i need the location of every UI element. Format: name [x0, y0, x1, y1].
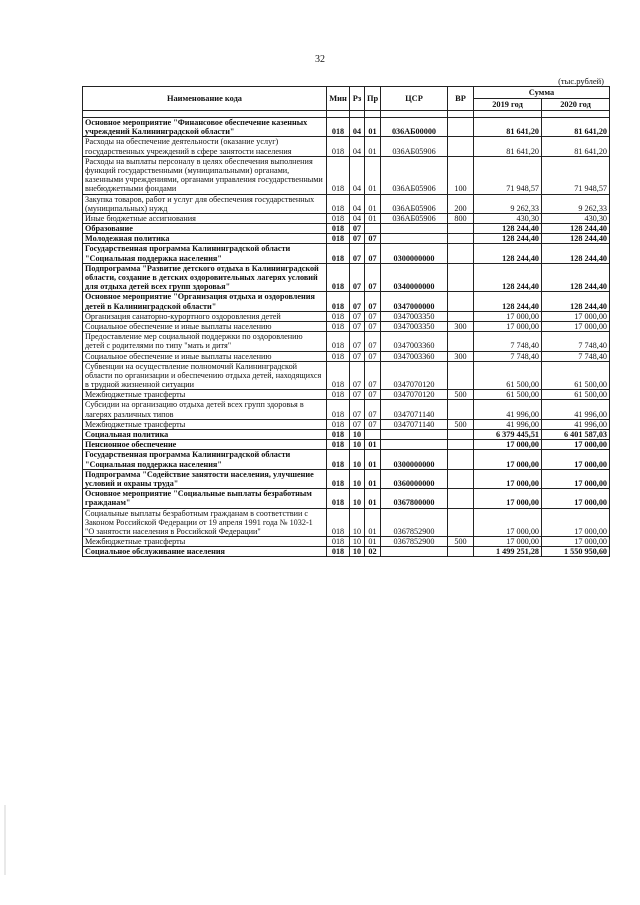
cell-name: Межбюджетные трансферты [83, 390, 327, 400]
cell-csr: 0347070120 [381, 361, 448, 390]
cell-name: Социальная политика [83, 430, 327, 440]
cell-vr [448, 234, 474, 244]
cell-y2019: 128 244,40 [474, 234, 542, 244]
cell-y2019: 9 262,33 [474, 194, 542, 213]
header-name: Наименование кода [83, 87, 327, 111]
cell-vr: 300 [448, 321, 474, 331]
cell-csr: 0340000000 [381, 263, 448, 292]
cell-vr [448, 469, 474, 488]
cell-pr [365, 430, 381, 440]
cell-rz: 07 [350, 419, 365, 429]
cell-csr [381, 430, 448, 440]
header-sum: Сумма [474, 87, 610, 99]
cell-y2020: 430,30 [542, 213, 610, 223]
cell-csr: 0360000000 [381, 469, 448, 488]
cell-y2019: 17 000,00 [474, 440, 542, 450]
cell-rz: 07 [350, 390, 365, 400]
cell-vr: 800 [448, 213, 474, 223]
table-row [83, 450, 610, 469]
cell-rz: 10 [350, 469, 365, 488]
cell-y2020: 7 748,40 [542, 351, 610, 361]
table-row [83, 332, 610, 351]
cell-y2020: 9 262,33 [542, 194, 610, 213]
cell-min: 018 [327, 224, 350, 234]
cell-pr: 02 [365, 547, 381, 557]
cell-vr: 500 [448, 537, 474, 547]
cell-csr: 0347003360 [381, 332, 448, 351]
cell-y2020: 128 244,40 [542, 224, 610, 234]
cell-y2019: 17 000,00 [474, 489, 542, 508]
cell-y2019: 17 000,00 [474, 508, 542, 537]
cell-y2020: 128 244,40 [542, 263, 610, 292]
cell-pr: 01 [365, 508, 381, 537]
cell-y2020: 7 748,40 [542, 332, 610, 351]
cell-y2019: 81 641,20 [474, 137, 542, 156]
cell-pr: 01 [365, 137, 381, 156]
cell-min: 018 [327, 156, 350, 194]
cell-rz: 04 [350, 118, 365, 137]
cell-pr: 07 [365, 419, 381, 429]
cell-y2020: 17 000,00 [542, 321, 610, 331]
cell-rz: 07 [350, 234, 365, 244]
cell-name: Подпрограмма "Развитие детского отдыха в Калининградской области, создание в детских оздоровительных лагерях условий для отдыха детей всех групп здоровья" [83, 263, 327, 292]
cell-csr: 0347070120 [381, 390, 448, 400]
cell-name: Подпрограмма "Содействие занятости населения, улучшение условий и охраны труда" [83, 469, 327, 488]
cell-min: 018 [327, 244, 350, 263]
cell-min: 018 [327, 292, 350, 311]
cell-y2020: 128 244,40 [542, 244, 610, 263]
cell-csr: 036АБ00000 [381, 118, 448, 137]
cell-csr [381, 234, 448, 244]
cell-rz: 07 [350, 263, 365, 292]
cell-vr [448, 430, 474, 440]
cell-min: 018 [327, 332, 350, 351]
cell-rz: 07 [350, 224, 365, 234]
cell-min: 018 [327, 440, 350, 450]
cell-min: 018 [327, 361, 350, 390]
cell-y2020: 17 000,00 [542, 489, 610, 508]
cell-pr: 01 [365, 489, 381, 508]
header-min: Мин [327, 87, 350, 111]
cell-vr [448, 224, 474, 234]
cell-vr: 200 [448, 194, 474, 213]
cell-pr [365, 224, 381, 234]
cell-y2020: 81 641,20 [542, 118, 610, 137]
cell-min: 018 [327, 213, 350, 223]
cell-y2019: 41 996,00 [474, 419, 542, 429]
cell-name: Образование [83, 224, 327, 234]
cell-name: Субсидии на организацию отдыха детей всех групп здоровья в лагерях различных типов [83, 400, 327, 419]
cell-vr [448, 292, 474, 311]
cell-y2019: 7 748,40 [474, 351, 542, 361]
cell-vr: 500 [448, 419, 474, 429]
cell-y2019: 6 379 445,51 [474, 430, 542, 440]
header-csr: ЦСР [381, 87, 448, 111]
cell-y2019: 81 641,20 [474, 118, 542, 137]
table-row [83, 537, 610, 547]
table-body [83, 118, 610, 557]
cell-min: 018 [327, 118, 350, 137]
cell-pr: 01 [365, 118, 381, 137]
cell-rz: 04 [350, 213, 365, 223]
cell-rz: 10 [350, 440, 365, 450]
table-row [83, 508, 610, 537]
cell-name: Социальное обеспечение и иные выплаты населению [83, 321, 327, 331]
cell-csr: 0347071140 [381, 400, 448, 419]
cell-min: 018 [327, 194, 350, 213]
cell-y2020: 17 000,00 [542, 311, 610, 321]
cell-name: Государственная программа Калининградской области "Социальная поддержка населения" [83, 244, 327, 263]
cell-name: Организация санаторно-курортного оздоровления детей [83, 311, 327, 321]
cell-rz: 10 [350, 450, 365, 469]
cell-csr: 0367852900 [381, 508, 448, 537]
table-row [83, 419, 610, 429]
cell-name: Субвенции на осуществление полномочий Калининградской области по организации и обеспечению отдыха детей, находящихся в трудной жизненной ситуации [83, 361, 327, 390]
cell-rz: 04 [350, 194, 365, 213]
cell-name: Социальные выплаты безработным гражданам в соответствии с Законом Российской Федерации от 19 апреля 1991 года № 1032-1 "О занятости населения в Российской Федерации" [83, 508, 327, 537]
cell-min: 018 [327, 390, 350, 400]
cell-pr: 01 [365, 194, 381, 213]
cell-name: Иные бюджетные ассигнования [83, 213, 327, 223]
cell-name: Социальное обеспечение и иные выплаты населению [83, 351, 327, 361]
cell-vr [448, 489, 474, 508]
cell-y2019: 128 244,40 [474, 224, 542, 234]
cell-y2019: 41 996,00 [474, 400, 542, 419]
cell-csr: 0347071140 [381, 419, 448, 429]
cell-pr: 07 [365, 234, 381, 244]
cell-name: Пенсионное обеспечение [83, 440, 327, 450]
spacer-row [83, 111, 610, 118]
cell-rz: 07 [350, 351, 365, 361]
cell-vr: 300 [448, 351, 474, 361]
cell-vr [448, 547, 474, 557]
table-row [83, 351, 610, 361]
cell-rz: 04 [350, 137, 365, 156]
table-row [83, 156, 610, 194]
table-row [83, 292, 610, 311]
cell-vr [448, 440, 474, 450]
cell-vr [448, 450, 474, 469]
cell-rz: 10 [350, 537, 365, 547]
cell-pr: 07 [365, 361, 381, 390]
table-row [83, 213, 610, 223]
cell-csr [381, 440, 448, 450]
cell-name: Расходы на обеспечение деятельности (оказание услуг) государственных учреждений в сфере занятости населения [83, 137, 327, 156]
page-number: 32 [315, 54, 325, 65]
cell-pr: 07 [365, 332, 381, 351]
header-2020: 2020 год [542, 99, 610, 111]
cell-pr: 01 [365, 213, 381, 223]
cell-name: Межбюджетные трансферты [83, 419, 327, 429]
cell-rz: 04 [350, 156, 365, 194]
table-row [83, 234, 610, 244]
table-row [83, 469, 610, 488]
cell-y2019: 128 244,40 [474, 263, 542, 292]
cell-name: Основное мероприятие "Организация отдыха и оздоровления детей в Калининградской области" [83, 292, 327, 311]
cell-rz: 07 [350, 332, 365, 351]
table-row [83, 390, 610, 400]
header-pr: Пр [365, 87, 381, 111]
cell-vr [448, 263, 474, 292]
cell-y2019: 61 500,00 [474, 390, 542, 400]
cell-name: Закупка товаров, работ и услуг для обеспечения государственных (муниципальных) нужд [83, 194, 327, 213]
cell-rz: 07 [350, 361, 365, 390]
cell-y2020: 71 948,57 [542, 156, 610, 194]
cell-y2019: 128 244,40 [474, 292, 542, 311]
cell-y2019: 17 000,00 [474, 469, 542, 488]
cell-min: 018 [327, 321, 350, 331]
cell-y2020: 17 000,00 [542, 469, 610, 488]
cell-rz: 07 [350, 311, 365, 321]
cell-vr [448, 361, 474, 390]
cell-pr: 01 [365, 450, 381, 469]
table-row [83, 224, 610, 234]
cell-csr [381, 224, 448, 234]
cell-min: 018 [327, 400, 350, 419]
cell-pr: 01 [365, 440, 381, 450]
table-row [83, 430, 610, 440]
table-row [83, 440, 610, 450]
cell-vr [448, 311, 474, 321]
cell-y2019: 17 000,00 [474, 321, 542, 331]
cell-y2020: 17 000,00 [542, 450, 610, 469]
table-row [83, 244, 610, 263]
cell-csr: 0300000000 [381, 450, 448, 469]
table-row [83, 489, 610, 508]
cell-pr: 07 [365, 244, 381, 263]
cell-min: 018 [327, 234, 350, 244]
units-label: (тыс.рублей) [558, 76, 604, 86]
cell-pr: 01 [365, 469, 381, 488]
header-vr: ВР [448, 87, 474, 111]
cell-vr [448, 332, 474, 351]
cell-csr: 036АБ05906 [381, 213, 448, 223]
cell-csr: 0367800000 [381, 489, 448, 508]
cell-pr: 01 [365, 537, 381, 547]
cell-min: 018 [327, 450, 350, 469]
cell-min: 018 [327, 419, 350, 429]
header-rz: Рз [350, 87, 365, 111]
cell-csr: 0367852900 [381, 537, 448, 547]
cell-rz: 07 [350, 321, 365, 331]
table-row [83, 194, 610, 213]
cell-name: Основное мероприятие "Финансовое обеспечение казенных учреждений Калининградской области" [83, 118, 327, 137]
cell-y2019: 71 948,57 [474, 156, 542, 194]
cell-pr: 07 [365, 263, 381, 292]
scan-edge-mark [4, 805, 6, 875]
cell-rz: 07 [350, 292, 365, 311]
cell-rz: 10 [350, 547, 365, 557]
cell-name: Основное мероприятие "Социальные выплаты безработным гражданам" [83, 489, 327, 508]
cell-min: 018 [327, 489, 350, 508]
cell-y2019: 17 000,00 [474, 450, 542, 469]
cell-pr: 07 [365, 390, 381, 400]
cell-y2020: 81 641,20 [542, 137, 610, 156]
cell-y2020: 6 401 587,03 [542, 430, 610, 440]
cell-csr: 0347003350 [381, 321, 448, 331]
cell-pr: 07 [365, 321, 381, 331]
cell-rz: 07 [350, 244, 365, 263]
cell-name: Межбюджетные трансферты [83, 537, 327, 547]
cell-y2019: 128 244,40 [474, 244, 542, 263]
cell-y2020: 17 000,00 [542, 508, 610, 537]
table-row [83, 311, 610, 321]
cell-name: Предоставление мер социальной поддержки по оздоровлению детей с родителями по типу "мать и дитя" [83, 332, 327, 351]
cell-pr: 07 [365, 351, 381, 361]
cell-y2020: 17 000,00 [542, 537, 610, 547]
cell-min: 018 [327, 351, 350, 361]
cell-csr: 036АБ05906 [381, 137, 448, 156]
cell-csr: 0347000000 [381, 292, 448, 311]
table-row [83, 547, 610, 557]
cell-y2020: 1 550 950,60 [542, 547, 610, 557]
cell-csr: 0347003360 [381, 351, 448, 361]
cell-vr [448, 137, 474, 156]
cell-y2019: 430,30 [474, 213, 542, 223]
cell-name: Социальное обслуживание населения [83, 547, 327, 557]
cell-csr [381, 547, 448, 557]
cell-csr: 036АБ05906 [381, 194, 448, 213]
cell-y2020: 128 244,40 [542, 234, 610, 244]
cell-min: 018 [327, 508, 350, 537]
cell-min: 018 [327, 137, 350, 156]
cell-vr [448, 118, 474, 137]
cell-vr [448, 508, 474, 537]
table-row [83, 118, 610, 137]
cell-rz: 10 [350, 489, 365, 508]
cell-rz: 07 [350, 400, 365, 419]
header-2019: 2019 год [474, 99, 542, 111]
cell-y2020: 41 996,00 [542, 419, 610, 429]
cell-y2019: 17 000,00 [474, 537, 542, 547]
cell-csr: 036АБ05906 [381, 156, 448, 194]
cell-rz: 10 [350, 430, 365, 440]
cell-csr: 0300000000 [381, 244, 448, 263]
table-row [83, 321, 610, 331]
cell-vr: 500 [448, 390, 474, 400]
cell-vr [448, 400, 474, 419]
cell-csr: 0347003350 [381, 311, 448, 321]
cell-pr: 01 [365, 156, 381, 194]
cell-y2020: 17 000,00 [542, 440, 610, 450]
cell-min: 018 [327, 547, 350, 557]
cell-vr [448, 244, 474, 263]
cell-vr: 100 [448, 156, 474, 194]
cell-min: 018 [327, 537, 350, 547]
cell-pr: 07 [365, 400, 381, 419]
budget-table [82, 86, 610, 557]
cell-name: Государственная программа Калининградской области "Социальная поддержка населения" [83, 450, 327, 469]
cell-y2020: 128 244,40 [542, 292, 610, 311]
cell-y2020: 61 500,00 [542, 390, 610, 400]
cell-min: 018 [327, 469, 350, 488]
table-row [83, 263, 610, 292]
cell-y2019: 17 000,00 [474, 311, 542, 321]
table-row [83, 137, 610, 156]
cell-y2020: 61 500,00 [542, 361, 610, 390]
table-row [83, 361, 610, 390]
cell-y2020: 41 996,00 [542, 400, 610, 419]
cell-pr: 07 [365, 292, 381, 311]
cell-y2019: 61 500,00 [474, 361, 542, 390]
cell-y2019: 1 499 251,28 [474, 547, 542, 557]
cell-rz: 10 [350, 508, 365, 537]
table-row [83, 400, 610, 419]
cell-y2019: 7 748,40 [474, 332, 542, 351]
cell-min: 018 [327, 311, 350, 321]
cell-pr: 07 [365, 311, 381, 321]
cell-name: Расходы на выплаты персоналу в целях обеспечения выполнения функций государственными (муниципальными) органами, казенными учреждениями, органами управления государственными внебюджетными фондами [83, 156, 327, 194]
cell-min: 018 [327, 263, 350, 292]
cell-min: 018 [327, 430, 350, 440]
cell-name: Молодежная политика [83, 234, 327, 244]
